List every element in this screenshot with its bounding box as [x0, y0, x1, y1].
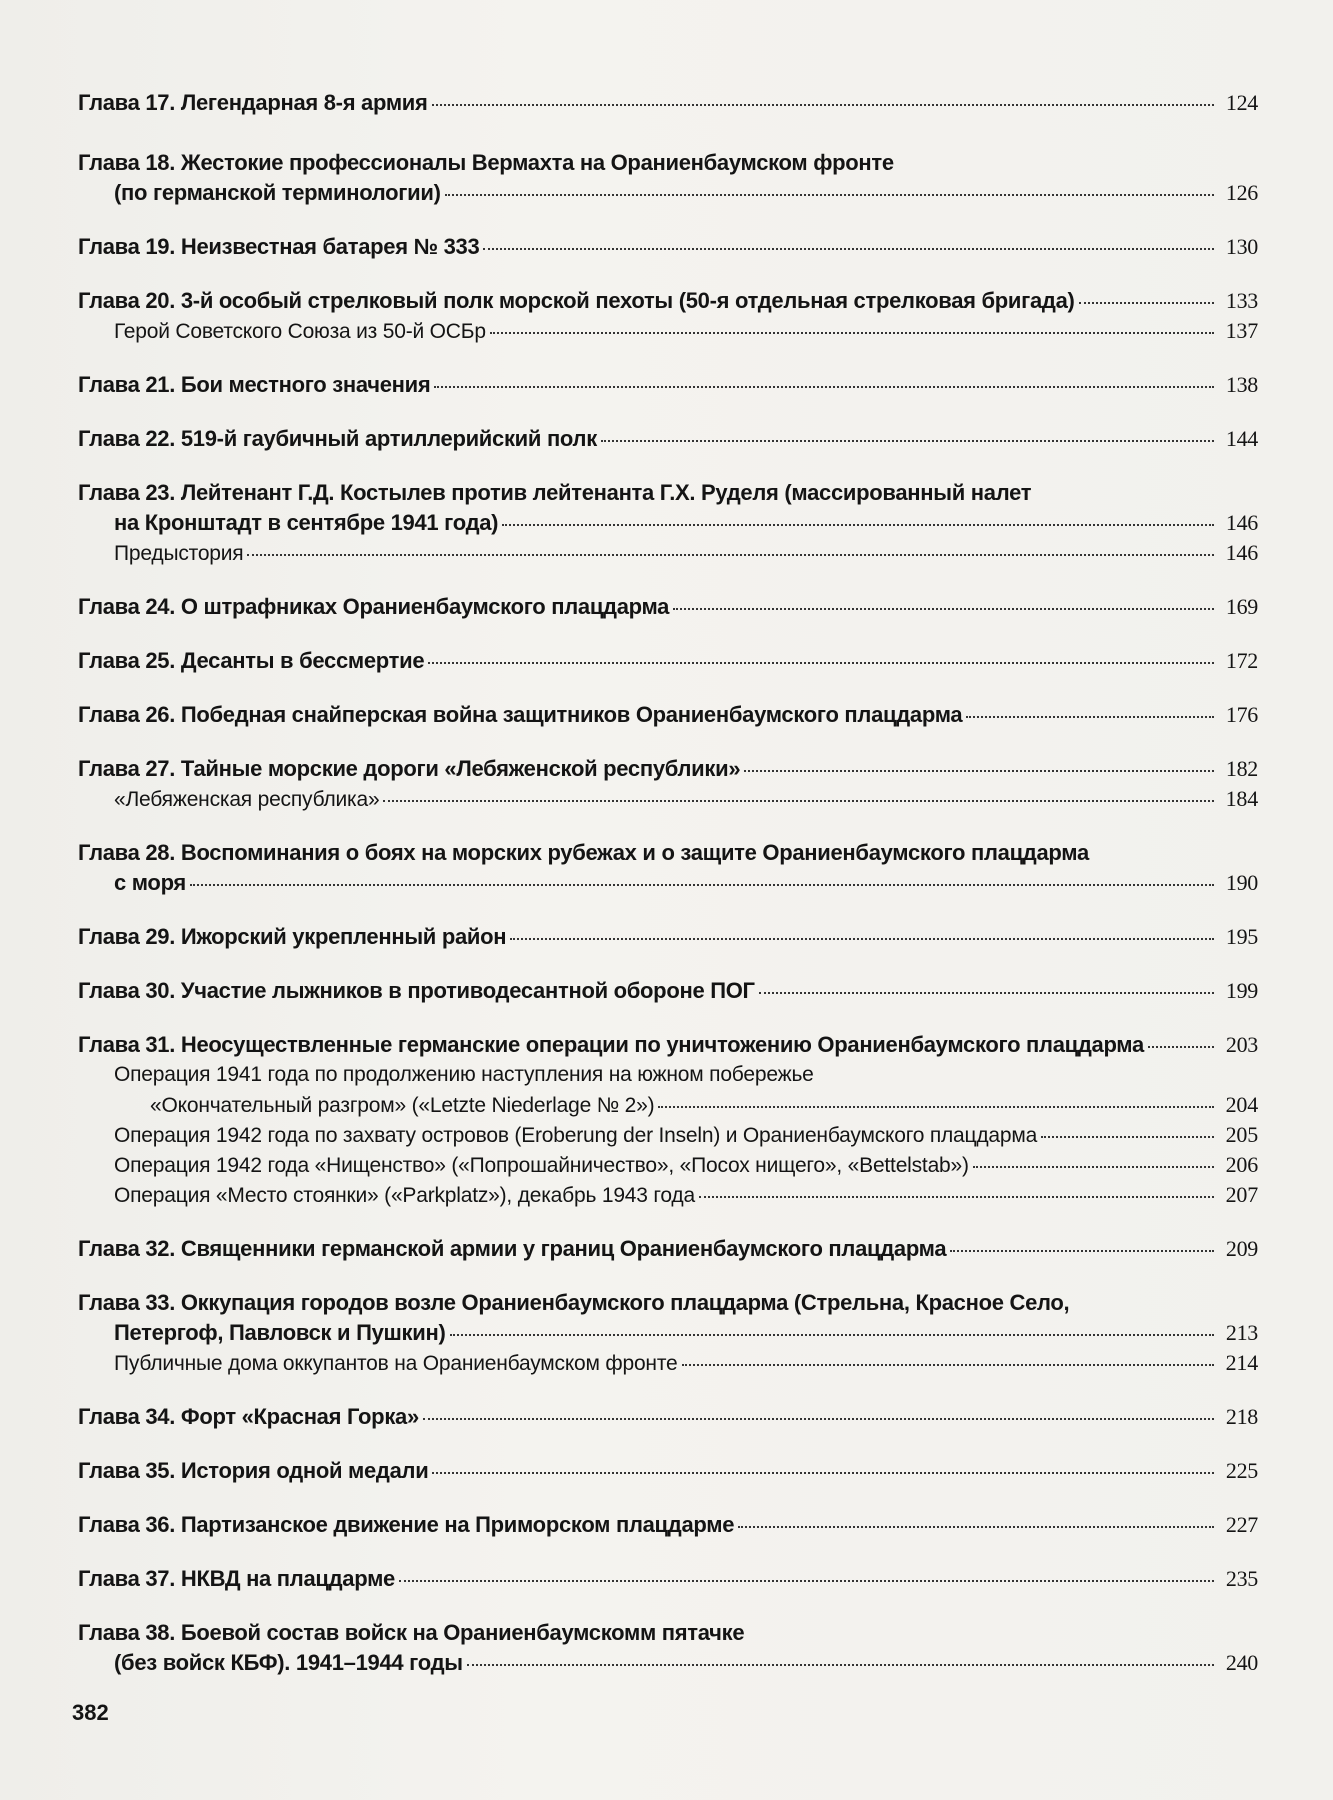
toc-page-number: 195 [1225, 924, 1258, 949]
toc-page-number: 144 [1225, 426, 1258, 451]
dot-leader [1148, 1046, 1214, 1048]
toc-chapter-entry [78, 976, 1258, 1006]
dot-leader [383, 800, 1214, 802]
toc-chapter-entry [78, 1456, 1258, 1486]
toc-title: «Окончательный разгром» («Letzte Niederlage № 2») [150, 1094, 655, 1117]
toc-title: Глава 18. Жестокие профессионалы Вермахта на Ораниенбаумском фронте [78, 150, 894, 175]
toc-line [78, 178, 1258, 208]
toc-subsection-entry [78, 784, 1258, 814]
dot-leader [247, 554, 1214, 556]
toc-chapter-entry [78, 424, 1258, 454]
toc-chapter-entry [78, 646, 1258, 676]
toc-chapter-entry [78, 1234, 1258, 1264]
toc-title: Глава 33. Оккупация городов возле Ораниенбаумского плацдарма (Стрельна, Красное Село, [78, 1290, 1070, 1315]
toc-line [78, 1348, 1258, 1378]
toc-title: Глава 37. НКВД на плацдарме [78, 1566, 395, 1591]
dot-leader [434, 386, 1214, 388]
toc-line [78, 1318, 1258, 1348]
toc-page-number: 206 [1225, 1152, 1258, 1177]
toc-line [78, 922, 1258, 952]
dot-leader [1041, 1136, 1214, 1138]
dot-leader [658, 1106, 1214, 1108]
toc-chapter-entry [78, 286, 1258, 316]
page-number: 382 [72, 1700, 109, 1725]
toc-line [78, 646, 1258, 676]
toc-subsection-entry [78, 538, 1258, 568]
toc-line [78, 1288, 1258, 1318]
toc-page-number: 137 [1225, 318, 1258, 343]
toc-page-number: 225 [1225, 1458, 1258, 1483]
dot-leader [450, 1334, 1214, 1336]
toc-page-number: 169 [1225, 594, 1258, 619]
toc-page-number: 190 [1225, 870, 1258, 895]
toc-line [78, 1090, 1258, 1120]
dot-leader [1079, 302, 1214, 304]
toc-title: Глава 24. О штрафниках Ораниенбаумского плацдарма [78, 594, 670, 619]
toc-line [78, 148, 1258, 178]
toc-title: Глава 23. Лейтенант Г.Д. Костылев против лейтенанта Г.Х. Руделя (массированный налет [78, 480, 1032, 505]
dot-leader [601, 440, 1214, 442]
toc-subsection-entry [78, 316, 1258, 346]
toc-line [78, 592, 1258, 622]
toc-page-number: 130 [1225, 234, 1258, 259]
toc-title: Глава 38. Боевой состав войск на Ораниенбаумскомм пятачке [78, 1620, 745, 1645]
toc-page-number: 176 [1225, 702, 1258, 727]
toc-line [78, 1618, 1258, 1648]
toc-line [78, 976, 1258, 1006]
toc-chapter-entry [78, 232, 1258, 262]
dot-leader [502, 524, 1214, 526]
toc-line [78, 538, 1258, 568]
toc-line [78, 1180, 1258, 1210]
toc-chapter-entry [78, 1402, 1258, 1432]
toc-page-number: 205 [1225, 1122, 1258, 1147]
toc-page-number: 218 [1225, 1404, 1258, 1429]
toc-page-number: 204 [1225, 1092, 1258, 1117]
dot-leader [699, 1196, 1214, 1198]
toc-title: Глава 17. Легендарная 8-я армия [78, 90, 428, 115]
dot-leader [950, 1250, 1214, 1252]
toc-chapter-entry [78, 754, 1258, 784]
dot-leader [744, 770, 1214, 772]
toc-page-number: 133 [1225, 288, 1258, 313]
dot-leader [973, 1166, 1214, 1168]
toc-title: Глава 22. 519-й гаубичный артиллерийский полк [78, 426, 597, 451]
toc-page-number: 203 [1225, 1032, 1258, 1057]
toc-page-number: 209 [1225, 1236, 1258, 1261]
toc-line [78, 370, 1258, 400]
toc-chapter-entry [78, 1564, 1258, 1594]
toc-page-number: 182 [1225, 756, 1258, 781]
toc-page-number: 124 [1225, 90, 1258, 115]
toc-title: Глава 27. Тайные морские дороги «Лебяженской республики» [78, 756, 741, 781]
toc-line [78, 1402, 1258, 1432]
dot-leader [738, 1526, 1214, 1528]
toc-title: «Лебяженская республика» [114, 788, 380, 811]
toc-title: Герой Советского Союза из 50-й ОСБр [114, 320, 486, 343]
toc-title: (без войск КБФ). 1941–1944 годы [114, 1650, 463, 1675]
toc-page-number: 146 [1225, 510, 1258, 535]
dot-leader [682, 1364, 1215, 1366]
dot-leader [673, 608, 1214, 610]
toc-page-number: 184 [1225, 786, 1258, 811]
toc-title: Глава 30. Участие лыжников в противодесантной обороне ПОГ [78, 978, 755, 1003]
toc-line [78, 316, 1258, 346]
toc-title: на Кронштадт в сентябре 1941 года) [114, 510, 499, 535]
dot-leader [190, 884, 1214, 886]
dot-leader [432, 104, 1214, 106]
toc-title: с моря [114, 870, 186, 895]
toc-title: Глава 34. Форт «Красная Горка» [78, 1404, 419, 1429]
toc-line [78, 232, 1258, 262]
toc-page-number: 146 [1225, 540, 1258, 565]
toc-title: Глава 21. Бои местного значения [78, 372, 431, 397]
toc-title: Глава 36. Партизанское движение на Приморском плацдарме [78, 1512, 735, 1537]
toc-line [78, 1456, 1258, 1486]
toc-title: Глава 31. Неосуществленные германские операции по уничтожению Ораниенбаумского плацдарма [78, 1032, 1144, 1057]
dot-leader [966, 716, 1214, 718]
table-of-contents [78, 88, 1258, 1678]
toc-line [78, 1234, 1258, 1264]
toc-chapter-entry [78, 1618, 1258, 1678]
dot-leader [483, 248, 1214, 250]
toc-chapter-entry [78, 370, 1258, 400]
toc-line [78, 838, 1258, 868]
dot-leader [490, 332, 1214, 334]
toc-title: Глава 25. Десанты в бессмертие [78, 648, 425, 673]
dot-leader [445, 194, 1214, 196]
toc-page-number: 138 [1225, 372, 1258, 397]
toc-chapter-entry [78, 88, 1258, 118]
dot-leader [428, 662, 1214, 664]
toc-line [78, 1510, 1258, 1540]
toc-title: Петергоф, Павловск и Пушкин) [114, 1320, 446, 1345]
toc-chapter-entry [78, 922, 1258, 952]
dot-leader [510, 938, 1214, 940]
toc-page-number: 240 [1225, 1650, 1258, 1675]
toc-title: Публичные дома оккупантов на Ораниенбаумском фронте [114, 1352, 678, 1375]
toc-line [78, 1648, 1258, 1678]
toc-line [78, 1030, 1258, 1060]
toc-line [78, 868, 1258, 898]
toc-subsection-entry [78, 1180, 1258, 1210]
toc-line [78, 286, 1258, 316]
toc-chapter-entry [78, 838, 1258, 898]
toc-title: (по германской терминологии) [114, 180, 441, 205]
toc-title: Глава 26. Победная снайперская война защитников Ораниенбаумского плацдарма [78, 702, 963, 727]
toc-title: Операция «Место стоянки» («Parkplatz»), декабрь 1943 года [114, 1184, 695, 1207]
toc-title: Глава 19. Неизвестная батарея № 333 [78, 234, 480, 259]
toc-page-number: 126 [1225, 180, 1258, 205]
dot-leader [399, 1580, 1214, 1582]
toc-chapter-entry [78, 700, 1258, 730]
toc-title: Глава 32. Священники германской армии у границ Ораниенбаумского плацдарма [78, 1236, 947, 1261]
toc-line [78, 508, 1258, 538]
toc-chapter-entry [78, 1288, 1258, 1348]
toc-chapter-entry [78, 148, 1258, 208]
toc-line [78, 424, 1258, 454]
dot-leader [467, 1664, 1214, 1666]
toc-line [78, 700, 1258, 730]
toc-line [78, 1120, 1258, 1150]
toc-line [78, 88, 1258, 118]
dot-leader [759, 992, 1214, 994]
toc-chapter-entry [78, 1510, 1258, 1540]
toc-title: Предыстория [114, 542, 244, 565]
toc-line [78, 754, 1258, 784]
toc-line [78, 784, 1258, 814]
toc-subsection-entry [78, 1120, 1258, 1150]
toc-page-number: 235 [1225, 1566, 1258, 1591]
dot-leader [432, 1472, 1214, 1474]
toc-title: Глава 28. Воспоминания о боях на морских рубежах и о защите Ораниенбаумского плацдарма [78, 840, 1089, 865]
toc-line [78, 1564, 1258, 1594]
toc-page-number: 227 [1225, 1512, 1258, 1537]
toc-page-number: 213 [1225, 1320, 1258, 1345]
toc-page-number: 214 [1225, 1350, 1258, 1375]
toc-page-number: 172 [1225, 648, 1258, 673]
toc-chapter-entry [78, 592, 1258, 622]
toc-page-number: 199 [1225, 978, 1258, 1003]
toc-subsection-entry [78, 1348, 1258, 1378]
toc-chapter-entry [78, 478, 1258, 538]
dot-leader [423, 1418, 1214, 1420]
toc-line [78, 478, 1258, 508]
toc-title: Глава 20. 3-й особый стрелковый полк морской пехоты (50-я отдельная стрелковая бригада) [78, 288, 1075, 313]
toc-page-number: 207 [1225, 1182, 1258, 1207]
toc-title: Глава 29. Ижорский укрепленный район [78, 924, 507, 949]
toc-line [78, 1060, 1258, 1090]
toc-title: Операция 1942 года по захвату островов (Eroberung der Inseln) и Ораниенбаумского плацдарма [114, 1124, 1038, 1147]
toc-title: Операция 1942 года «Нищенство» («Попрошайничество», «Посох нищего», «Bettelstab») [114, 1154, 969, 1177]
toc-subsection-entry [78, 1060, 1258, 1120]
toc-line [78, 1150, 1258, 1180]
toc-subsection-entry [78, 1150, 1258, 1180]
toc-chapter-entry [78, 1030, 1258, 1060]
toc-title: Операция 1941 года по продолжению наступления на южном побережье [114, 1063, 814, 1086]
toc-title: Глава 35. История одной медали [78, 1458, 429, 1483]
